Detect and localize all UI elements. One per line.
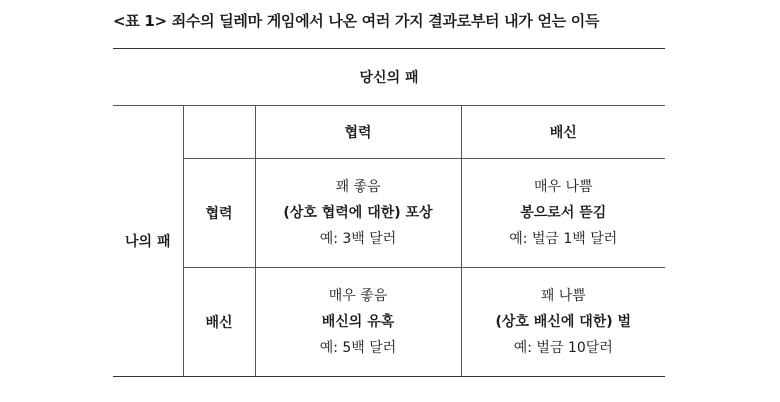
payoff-outcome: (상호 협력에 대한) 포상 bbox=[283, 205, 433, 221]
payoff-rating: 꽤 나쁨 bbox=[540, 288, 586, 304]
payoff-example: 예: 벌금 1백 달러 bbox=[509, 231, 618, 247]
payoff-rating: 꽤 좋음 bbox=[335, 179, 381, 195]
column-headers-row bbox=[113, 106, 665, 159]
table-row-defect bbox=[113, 268, 665, 377]
payoff-outcome: 봉으로서 뜯김 bbox=[520, 205, 607, 221]
payoff-example: 예: 벌금 10달러 bbox=[513, 340, 613, 356]
row-label-defect: 배신 bbox=[183, 268, 255, 377]
payoff-cell-reward bbox=[255, 159, 461, 268]
payoff-rating: 매우 좋음 bbox=[328, 288, 388, 304]
payoff-example: 예: 5백 달러 bbox=[319, 340, 397, 356]
table-row-cooperate bbox=[113, 159, 665, 268]
column-header-cooperate: 협력 bbox=[255, 106, 461, 159]
table-caption: <표 1> 죄수의 딜레마 게임에서 나온 여러 가지 결과로부터 내가 얻는 이득 bbox=[113, 12, 600, 30]
payoff-example: 예: 3백 달러 bbox=[319, 231, 397, 247]
payoff-outcome: 배신의 유혹 bbox=[321, 314, 395, 330]
corner-cell bbox=[183, 106, 255, 159]
row-label-cooperate: 협력 bbox=[183, 159, 255, 268]
column-group-header-row bbox=[113, 49, 665, 106]
column-group-header: 당신의 패 bbox=[113, 49, 665, 106]
payoff-rating: 매우 나쁨 bbox=[534, 179, 593, 195]
payoff-cell-sucker bbox=[461, 159, 665, 268]
row-group-header: 나의 패 bbox=[113, 106, 183, 377]
payoff-cell-temptation bbox=[255, 268, 461, 377]
payoff-cell-punishment bbox=[461, 268, 665, 377]
payoff-table bbox=[113, 48, 665, 377]
payoff-outcome: (상호 배신에 대한) 벌 bbox=[495, 314, 632, 330]
column-header-defect: 배신 bbox=[461, 106, 665, 159]
